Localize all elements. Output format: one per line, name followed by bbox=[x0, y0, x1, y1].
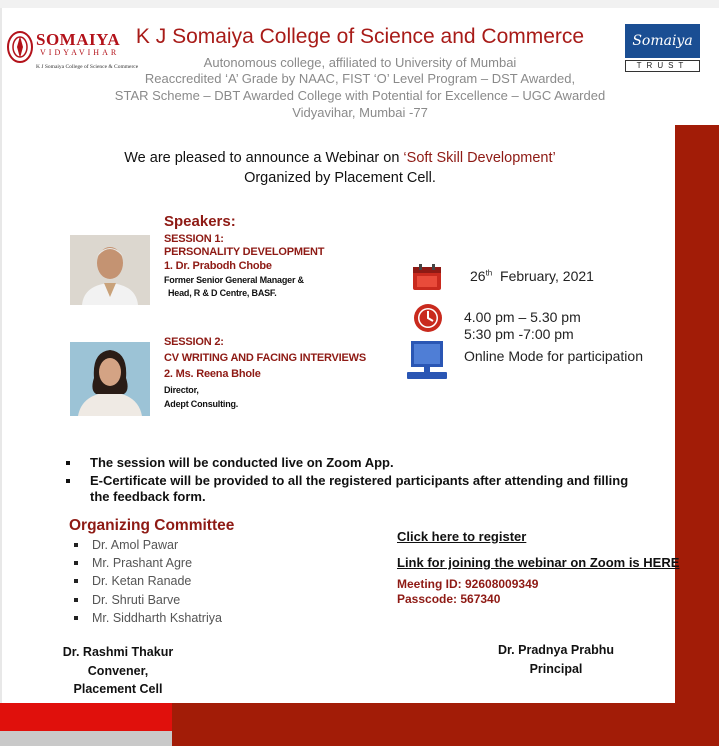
session-2-time: 5:30 pm -7:00 pm bbox=[464, 326, 574, 342]
college-title: K J Somaiya College of Science and Commerce bbox=[135, 25, 585, 48]
note-item: The session will be conducted live on Zoom App. bbox=[66, 455, 646, 472]
session-1-time: 4.00 pm – 5.30 pm bbox=[464, 309, 581, 325]
session-1-speaker-role: Former Senior General Manager & bbox=[164, 275, 304, 285]
logo-subtitle: VIDYAVIHAR bbox=[40, 48, 120, 57]
session-2-label: SESSION 2: bbox=[164, 336, 224, 348]
committee-member: Dr. Ketan Ranade bbox=[74, 572, 222, 590]
speaker-photo-2 bbox=[70, 342, 150, 416]
frame-bottom-accent bbox=[0, 703, 172, 731]
event-date-day: 26 bbox=[470, 268, 486, 284]
convener-title: Convener, bbox=[87, 663, 149, 678]
frame-bottom-gray bbox=[0, 731, 172, 746]
meeting-id: Meeting ID: 92608009349 bbox=[397, 577, 539, 591]
clock-icon bbox=[413, 303, 443, 333]
webinar-announcement bbox=[60, 148, 620, 188]
trust-logo-label: TRUST bbox=[625, 60, 700, 72]
person-icon bbox=[70, 342, 150, 416]
session-2-topic: CV WRITING AND FACING INTERVIEWS bbox=[164, 352, 366, 364]
college-address: Vidyavihar, Mumbai -77 bbox=[292, 105, 428, 120]
session-1-speaker: 1. Dr. Prabodh Chobe bbox=[164, 260, 272, 272]
speakers-heading: Speakers: bbox=[164, 213, 236, 230]
committee-member: Mr. Siddharth Kshatriya bbox=[74, 609, 222, 627]
committee-list bbox=[74, 536, 222, 627]
committee-member: Mr. Prashant Agre bbox=[74, 554, 222, 572]
committee-member: Dr. Amol Pawar bbox=[74, 536, 222, 554]
convener-department: Placement Cell bbox=[73, 682, 163, 696]
session-2-speaker-role: Director, bbox=[164, 385, 199, 395]
convener-name: Dr. Rashmi Thakur bbox=[62, 645, 174, 659]
principal-signature bbox=[490, 641, 622, 678]
session-1-topic: PERSONALITY DEVELOPMENT bbox=[164, 246, 325, 258]
event-date bbox=[470, 268, 594, 284]
webinar-notes bbox=[66, 455, 646, 507]
note-item: E-Certificate will be provided to all the registered participants after attending and filling the feedback form. bbox=[66, 473, 646, 506]
frame-right-bar bbox=[675, 125, 719, 746]
convener-signature bbox=[54, 643, 182, 699]
person-icon bbox=[70, 235, 150, 305]
college-affiliation: Autonomous college, affiliated to University of Mumbai bbox=[203, 55, 517, 70]
announcement-prefix: We are pleased to announce a Webinar on bbox=[124, 150, 404, 166]
frame-left-line bbox=[0, 8, 2, 703]
college-awards: STAR Scheme – DBT Awarded College with Potential for Excellence – UGC Awarded bbox=[114, 88, 606, 103]
principal-title: Principal bbox=[529, 661, 583, 676]
monitor-icon bbox=[405, 340, 449, 380]
zoom-join-link[interactable]: Link for joining the webinar on Zoom is HERE bbox=[397, 555, 680, 570]
register-link[interactable]: Click here to register bbox=[397, 529, 527, 544]
event-mode: Online Mode for participation bbox=[464, 348, 643, 364]
somaiya-trust-logo bbox=[625, 24, 700, 72]
principal-name: Dr. Pradnya Prabhu bbox=[497, 643, 614, 657]
logo-name: SOMAIYA bbox=[36, 30, 121, 49]
committee-member: Dr. Shruti Barve bbox=[74, 591, 222, 609]
session-1-label: SESSION 1: bbox=[164, 233, 224, 245]
somaiya-emblem-icon bbox=[6, 30, 34, 64]
session-2-speaker: 2. Ms. Reena Bhole bbox=[164, 368, 261, 380]
speaker-photo-1 bbox=[70, 235, 150, 305]
calendar-icon bbox=[412, 263, 442, 291]
announcement-line-2: Organized by Placement Cell. bbox=[244, 170, 436, 186]
session-2-speaker-org: Adept Consulting. bbox=[164, 399, 239, 409]
college-accreditation: Reaccredited ‘A’ Grade by NAAC, FIST ‘O’ Level Program – DST Awarded, bbox=[144, 71, 576, 86]
event-date-rest: February, 2021 bbox=[500, 268, 594, 284]
meeting-passcode: Passcode: 567340 bbox=[397, 592, 501, 606]
event-date-suffix: th bbox=[485, 268, 493, 278]
frame-top-strip bbox=[0, 0, 719, 8]
session-1-speaker-org: Head, R & D Centre, BASF. bbox=[168, 288, 277, 298]
announcement-line-1 bbox=[60, 148, 620, 168]
committee-heading: Organizing Committee bbox=[69, 517, 235, 534]
trust-logo-script: Somaiya bbox=[625, 24, 700, 58]
logo-tagline: K J Somaiya College of Science & Commerce bbox=[36, 64, 139, 70]
webinar-topic: ‘Soft Skill Development’ bbox=[403, 150, 556, 166]
